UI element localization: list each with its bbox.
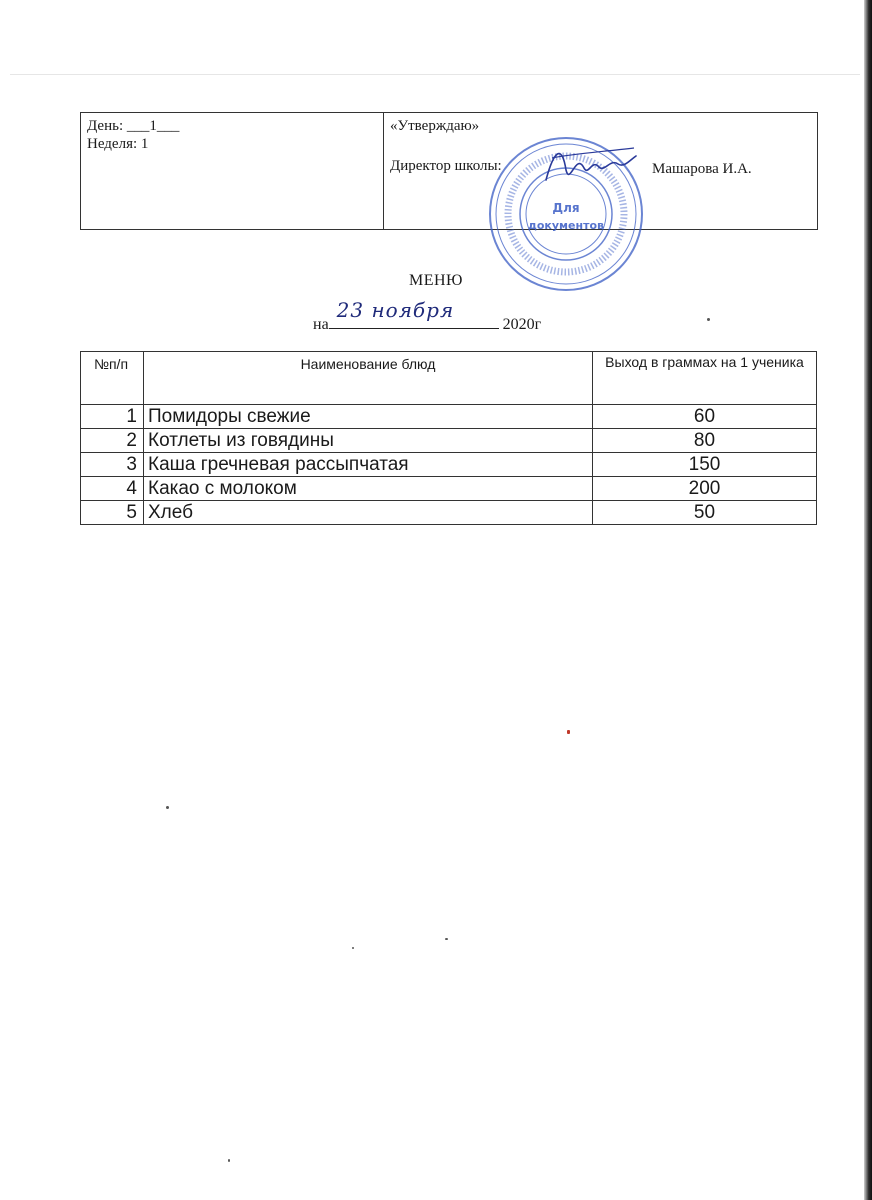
row-dish: Какао с молоком	[144, 477, 593, 501]
scan-speck	[352, 947, 354, 949]
table-row	[81, 405, 817, 429]
header-name: Наименование блюд	[144, 352, 593, 405]
menu-table-header-row	[81, 352, 817, 405]
row-output: 50	[593, 501, 817, 525]
table-row	[81, 429, 817, 453]
row-num: 1	[81, 405, 144, 429]
director-name: Машарова И.А.	[652, 161, 752, 177]
table-row	[81, 453, 817, 477]
table-row	[81, 477, 817, 501]
header-table	[80, 112, 818, 230]
day-week-cell	[81, 113, 384, 230]
scan-speck	[166, 806, 169, 809]
date-blank	[329, 298, 499, 329]
approve-label: «Утверждаю»	[390, 118, 480, 134]
table-row	[81, 501, 817, 525]
row-output: 80	[593, 429, 817, 453]
row-output: 60	[593, 405, 817, 429]
row-dish: Хлеб	[144, 501, 593, 525]
scan-speck	[707, 318, 710, 321]
menu-table	[80, 351, 817, 525]
scan-speck-red	[567, 730, 570, 734]
row-dish: Каша гречневая рассыпчатая	[144, 453, 593, 477]
scan-speck	[228, 1159, 230, 1162]
director-label: Директор школы:	[390, 158, 502, 174]
date-suffix: 2020г	[498, 316, 542, 333]
date-prefix: на	[313, 316, 329, 333]
header-num: №п/п	[81, 352, 144, 405]
week-label: Неделя: 1	[87, 136, 149, 152]
row-num: 4	[81, 477, 144, 501]
row-dish: Помидоры свежие	[144, 405, 593, 429]
menu-date-line	[313, 298, 542, 334]
scan-edge-shadow	[864, 0, 872, 1200]
day-label: День: ___1___	[87, 118, 180, 134]
row-num: 2	[81, 429, 144, 453]
handwritten-date: 23 ноября	[336, 298, 455, 322]
header-output: Выход в граммах на 1 ученика	[593, 352, 817, 405]
menu-title: МЕНЮ	[409, 272, 463, 289]
row-output: 150	[593, 453, 817, 477]
scan-speck	[445, 938, 448, 940]
director-signature	[540, 140, 640, 188]
row-num: 3	[81, 453, 144, 477]
row-dish: Котлеты из говядины	[144, 429, 593, 453]
stamp-text-line2: документов	[527, 219, 605, 232]
row-num: 5	[81, 501, 144, 525]
scan-fold-line	[10, 74, 860, 75]
row-output: 200	[593, 477, 817, 501]
stamp-text-line1: Для	[552, 201, 580, 215]
